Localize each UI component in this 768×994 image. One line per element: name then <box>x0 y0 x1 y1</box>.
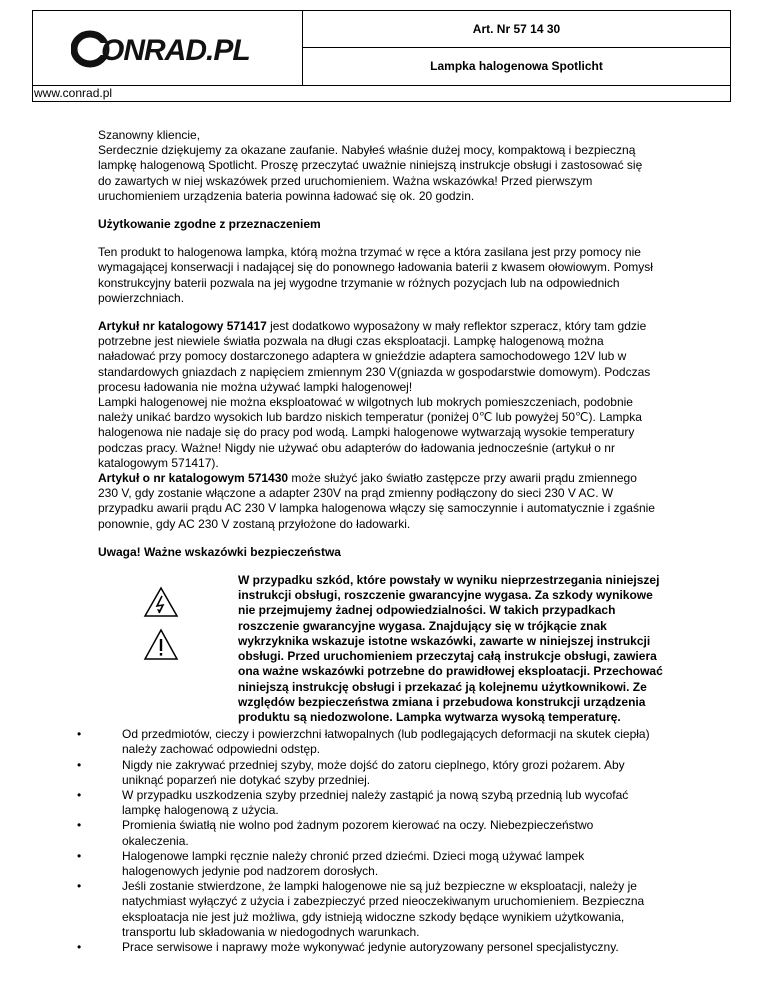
greeting: Szanowny kliencie, <box>98 128 201 142</box>
document-body <box>77 128 663 955</box>
svg-text:ONRAD.PL: ONRAD.PL <box>101 34 250 67</box>
usage-paragraph: Ten produkt to halogenowa lampka, którą można trzymać w ręce a która zasilana jest przy pomocy nie wymagającej konserwacji i nadającej się do ponownego ładowania baterii z kwasem ołowiowym. Pomysł konstrukcyjny baterii pozwala na jej wygodne trzymanie w różnych pozycjach lub na odpowiednich powierzchniach. <box>98 245 653 305</box>
list-item: • Halogenowe lampki ręcznie należy chronić przed dziećmi. Dzieci mogą używać lampek halogenowych jedynie pod nadzorem dorosłych. <box>77 848 585 878</box>
art2-text: może służyć jako światło zastępcze przy awarii prądu zmiennego 230 V, gdy zostanie włączone a adapter 230V na prąd zmienny podłączony do sieci 230 V AC. W przypadku awarii prądu AC 230 V lampka halogenowa włączy się samoczynnie i automatycznie i zgaśnie ponownie, gdy AC 230 V zostaną przyłożone do ładowarki. <box>98 471 655 531</box>
catalog-paragraph <box>98 319 658 532</box>
document-header <box>32 10 731 86</box>
list-item: • Prace serwisowe i naprawy może wykonywać jedynie autoryzowany personel specjalistyczny. <box>77 939 619 954</box>
list-item: • Jeśli zostanie stwierdzone, że lampki halogenowe nie są już bezpieczne w eksploatacji, należy je natychmiast wyłączyć z użycia i zabezpieczyć przed nieoczekiwanym uruchomieniem. Bezpieczna eksploatacja nie jest już możliwa, gdy istnieją widoczne szkody będące wynikiem użytkowania, transportu lub składowania w niedogodnych warunkach. <box>77 879 645 939</box>
intro-text: Serdecznie dziękujemy za okazane zaufanie. Nabyłeś właśnie dużej mocy, kompaktową i bezpieczną lampkę halogenową Spotlicht. Proszę przeczytać uważnie niniejszą instrukcje obsługi i zastosować się do zawartych w niej wskazówek przed uruchomieniem. Ważna wskazówka! Przed pierwszym uruchomieniem urządzenia bateria powinna ładować się ok. 20 godzin. <box>98 143 643 203</box>
safety-heading: Uwaga! Ważne wskazówki bezpieczeństwa <box>98 544 341 559</box>
warning-block <box>98 573 663 725</box>
conrad-logo <box>71 29 261 69</box>
list-item: • W przypadku uszkodzenia szyby przedniej należy zastąpić ja nową szybą przednią lub wycofać lampkę halogenową z użycia. <box>77 787 629 818</box>
safety-bullets <box>77 727 658 955</box>
list-item: • Promienia światłą nie wolno pod żadnym pozorem kierować na oczy. Niebezpieczeństwo okaleczenia. <box>77 818 594 848</box>
usage-heading: Użytkowanie zgodne z przeznaczeniem <box>98 217 321 232</box>
electric-hazard-icon <box>143 586 179 618</box>
art1-text2: Lampki halogenowej nie można eksploatować w wilgotnych lub mokrych pomieszczeniach, podobnie należy unikać bardzo wysokich lub bardzo niskich temperatur (poniżej 0℃ lub powyżej 50℃). Lampka halogenowa nie nadaje się do pracy pod wodą. Lampki halogenowe wytwarzają wysokie temperatury podczas pracy. Ważne! Nigdy nie używać obu adapterów do ładowania jednocześnie (artykuł o nr katalogowym 571417). <box>98 395 642 470</box>
exclamation-warning-icon <box>143 628 179 662</box>
product-title: Lampka halogenowa Spotlicht <box>430 59 603 73</box>
art1-label: Artykuł nr katalogowy 571417 <box>98 319 267 334</box>
article-number: Art. Nr 57 14 30 <box>303 11 730 48</box>
website-link[interactable]: www.conrad.pl <box>34 86 113 100</box>
intro-paragraph <box>98 128 658 204</box>
website-row <box>32 86 731 102</box>
warning-icons <box>143 586 179 666</box>
list-item: • Od przedmiotów, cieczy i powierzchni łatwopalnych (lub podlegających deformacji na skutek ciepła) należy zachować odpowiedni odstęp. <box>77 727 650 757</box>
list-item: • Nigdy nie zakrywać przedniej szyby, może dojść do zatoru cieplnego, który grozi pożarem. Aby uniknąć poparzeń nie dotykać szyby przedniej. <box>77 757 625 787</box>
art1-text: jest dodatkowo wyposażony w mały reflektor szperacz, który tam gdzie potrzebne jest niewiele światła pozwala na długi czas eksploatacji. Lampkę halogenową można naładować przy pomocy dostarczonego adaptera w gnieździe adaptera samochodowego 12V lub w standardowych gniazdach z napięciem zmiennym 230 V(gniazda w gospodarstwie domowym). Podczas procesu ładowania nie można używać lampki halogenowej! <box>98 319 651 394</box>
warning-text: W przypadku szkód, które powstały w wyniku nieprzestrzegania niniejszej instrukcji obsługi, roszczenie gwarancyjne wygasa. Za szkody wynikowe nie przejmujemy żadnej odpowiedzialności. W takich przypadkach roszczenie gwarancyjne wygasa. Znajdujący się w trójkącie znak wykrzyknika wskazuje istotne wskazówki, zawarte w niniejszej instrukcji obsługi. Przed uruchomieniem przeczytaj całą instrukcje obsługi, zawiera ona ważne wskazówki potrzebne do prawidłowej eksploatacji. Przechować niniejszą instrukcję obsługi i przekazać ją kolejnemu użytkownikowi. Ze względów bezpieczeństwa zmiana i przebudowa konstrukcji urządzenia produktu są niedozwolone. Lampka wytwarza wysoką temperaturę. <box>238 573 663 724</box>
art2-label: Artykuł o nr katalogowym 571430 <box>98 471 289 486</box>
logo-cell <box>33 11 303 85</box>
